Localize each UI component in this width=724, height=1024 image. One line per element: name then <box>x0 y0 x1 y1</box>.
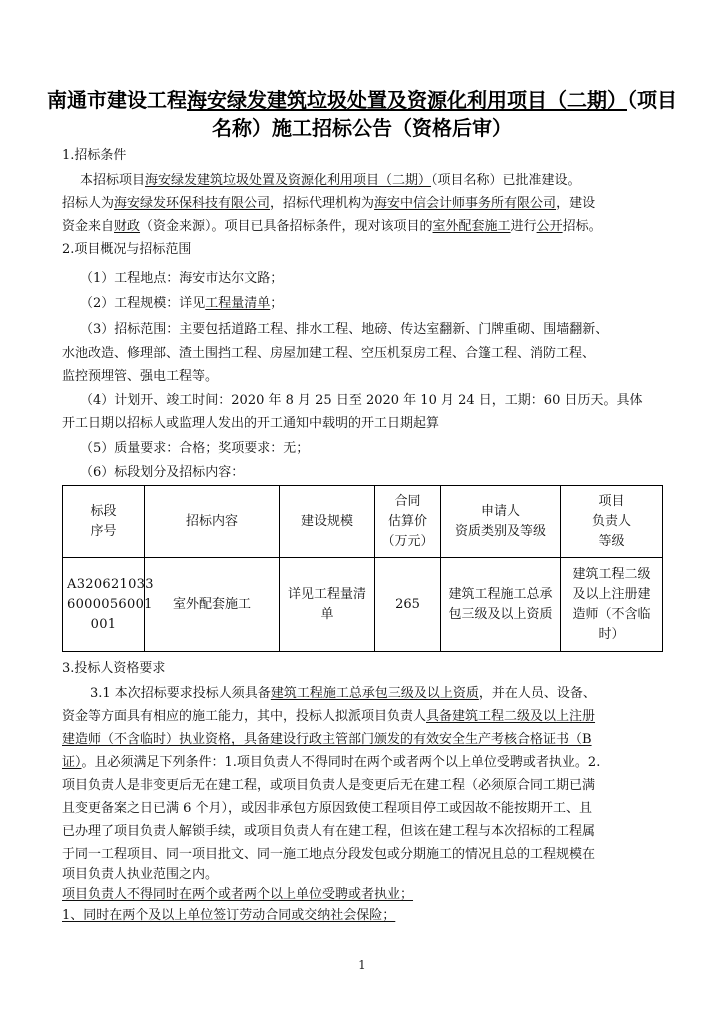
fund-source: 财政 <box>114 219 141 234</box>
cell-pm-level: 建筑工程二级 及以上注册建 造师（不含临 时） <box>561 558 663 652</box>
section-3-line-8: 于同一工程项目、同一项目批文、同一施工地点分段发包或分期施工的情况且总的工程规模在 <box>62 847 596 862</box>
section-3-line-4: 证）。且必须满足下列条件：1.项目负责人不得同时在两个或者两个以上单位受聘或者执业。2. <box>62 755 601 770</box>
lot-division-label: （6）标段划分及招标内容： <box>80 465 245 480</box>
header-price: 合同 估算价 （万元） <box>375 486 441 558</box>
cell-scale: 详见工程量清 单 <box>280 558 375 652</box>
cell-price: 265 <box>375 558 441 652</box>
section-3-line-10: 项目负责人不得同时在两个或者两个以上单位受聘或者执业； <box>62 887 414 902</box>
project-name: 海安绿发建筑垃圾处置及资源化利用项目（二期） <box>145 173 432 188</box>
section-3-line-7: 已办理了项目负责人解锁手续，或项目负责人有在建工程，但该在建工程与本次招标的工程属 <box>62 824 596 839</box>
section-3-line-2: 资金等方面具有相应的施工能力，其中，投标人拟派项目负责人具备建筑工程二级及以上注册 <box>62 709 596 724</box>
agent-name: 海安中信会计师事务所有限公司 <box>374 196 557 211</box>
page-title <box>40 86 684 142</box>
section-3-heading: 3.投标人资格要求 <box>62 661 166 676</box>
header-lot-no: 标段 序号 <box>63 486 145 558</box>
section-3-line-3: 建造师（不含临时）执业资格，具备建设行政主管部门颁发的有效安全生产考核合格证书（B <box>62 732 592 747</box>
section-2-heading: 2.项目概况与招标范围 <box>62 242 192 257</box>
schedule-line-2: 开工日期以招标人或监理人发出的开工通知中载明的开工日期起算 <box>62 416 440 431</box>
project-location: （1）工程地点：海安市达尔文路； <box>80 271 284 286</box>
table-header-row <box>63 486 663 558</box>
title-suffix: （项目 <box>627 88 677 112</box>
project-scale: （2）工程规模：详见工程量清单； <box>80 296 284 311</box>
section-3-line-6: 且变更备案之日已满 6 个月），或因非承包方原因致使工程项目停工或因故不能按期开工、且 <box>62 801 593 816</box>
section-1-para-line-2: 招标人为海安绿发环保科技有限公司，招标代理机构为海安中信会计师事务所有限公司，建设 <box>62 196 596 211</box>
title-project-name: 海安绿发建筑垃圾处置及资源化利用项目（二期） <box>187 88 627 112</box>
title-prefix: 南通市建设工程 <box>47 88 187 112</box>
section-3-line-1: 3.1 本次招标要求投标人须具备建筑工程施工总承包三级及以上资质，并在人员、设备、 <box>90 686 596 701</box>
table-row <box>63 558 663 652</box>
bid-scope: 室外配套施工 <box>432 219 511 234</box>
quality-requirement: （5）质量要求：合格；奖项要求：无； <box>80 441 310 456</box>
cell-qualification: 建筑工程施工总承 包三级及以上资质 <box>441 558 561 652</box>
bid-mode: 公开 <box>536 219 563 234</box>
title-line-2: 名称）施工招标公告（资格后审） <box>212 116 512 140</box>
section-3-line-11: 1、同时在两个及以上单位签订劳动合同或交纳社会保险； <box>62 908 396 923</box>
cell-content: 室外配套施工 <box>145 558 280 652</box>
owner-name: 海安绿发环保科技有限公司 <box>114 196 271 211</box>
section-1-para-line-3: 资金来自财政（资金来源）。项目已具备招标条件，现对该项目的室外配套施工进行公开招标。 <box>62 219 602 234</box>
section-1-para-line-1: 本招标项目海安绿发建筑垃圾处置及资源化利用项目（二期）（项目名称）已批准建设。 <box>80 173 581 188</box>
header-content: 招标内容 <box>145 486 280 558</box>
section-3-line-9: 项目负责人执业范围之内。 <box>62 867 219 882</box>
header-qualification: 申请人 资质类别及等级 <box>441 486 561 558</box>
bid-range-line-3: 监控预埋管、强电工程等。 <box>62 369 219 384</box>
bid-range-line-1: （3）招标范围：主要包括道路工程、排水工程、地磅、传达室翻新、门牌重砌、围墙翻新、 <box>80 322 609 337</box>
header-pm-level: 项目 负责人 等级 <box>561 486 663 558</box>
header-scale: 建设规模 <box>280 486 375 558</box>
section-3-line-5: 项目负责人是非变更后无在建工程，或项目负责人是变更后无在建工程（必须原合同工期已满 <box>62 778 596 793</box>
section-1-heading: 1.招标条件 <box>62 148 127 163</box>
cell-lot-no: A320621033 6000056001 001 <box>63 558 145 652</box>
bid-range-line-2: 水池改造、修理部、渣土围挡工程、房屋加建工程、空压机泵房工程、合篷工程、消防工程、 <box>62 346 596 361</box>
schedule-line-1: （4）计划开、竣工时间：2020 年 8 月 25 日至 2020 年 10 月 24 日，工期：60 日历天。具体 <box>80 393 643 408</box>
lot-table <box>62 485 663 652</box>
page-number: 1 <box>358 958 366 972</box>
